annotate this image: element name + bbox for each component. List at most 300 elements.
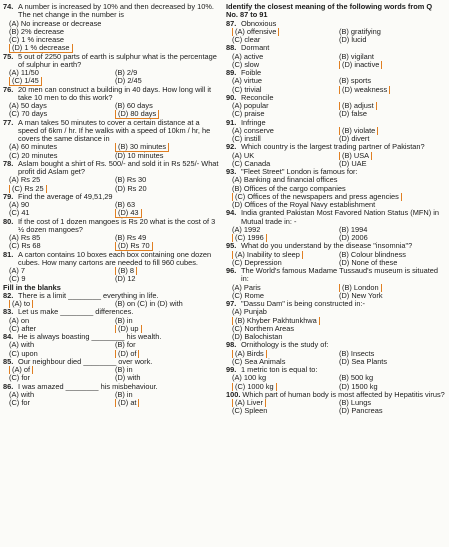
question-item [3,218,221,251]
answer-option-marked[interactable] [232,383,339,391]
question-item [226,119,446,144]
answer-option[interactable] [339,350,446,358]
option-list [9,317,221,334]
option-label: (B) vigilant [339,52,374,61]
answer-option-marked[interactable] [232,193,446,201]
answer-option[interactable] [232,53,339,61]
question-number: 75. [3,51,14,61]
question-item [3,383,221,408]
option-label: (A) No increase or decrease [9,19,102,28]
answer-option[interactable] [232,259,339,267]
question-text: He is always boasting ________ his wealth. [18,332,162,341]
fill-question-list [3,292,221,408]
option-label: (C) Depression [232,258,282,267]
option-label: (C) 1 % increase [9,36,65,44]
answer-option[interactable] [9,28,221,36]
option-label: (A) 100 kg [232,374,267,383]
answer-option-marked[interactable] [115,242,221,250]
option-label: (A) of [9,366,33,374]
question-stem [3,251,221,268]
answer-option[interactable] [232,407,339,415]
option-label: (A) Rs 85 [9,234,41,242]
option-label: (D) 80 days [115,110,159,118]
option-label: (D) divert [339,135,370,143]
answer-option[interactable] [9,374,115,382]
answer-option-marked[interactable] [9,185,115,193]
option-label: (D) inactive [339,61,382,69]
answer-option[interactable] [9,341,115,349]
option-label: (A) 1992 [232,225,261,234]
answer-option[interactable] [339,110,446,118]
question-stem [3,292,221,300]
answer-option[interactable] [115,176,221,184]
question-number: 99. [226,365,237,374]
answer-option[interactable] [232,284,339,292]
option-label: (B) Offices of the cargo companies [232,184,346,193]
option-label: (A) popular [232,102,269,110]
answer-option[interactable] [339,226,446,234]
question-number: 80. [3,216,14,226]
question-number: 88. [226,43,237,53]
answer-option[interactable] [232,110,339,118]
question-text: 20 men can construct a building in 40 days. How long will it take 10 men to do this work? [18,84,212,102]
option-label: (D) up [115,325,142,333]
option-label: (A) offensive [232,28,279,36]
option-label: (B) 8 [115,267,137,275]
answer-option[interactable] [9,234,115,242]
option-label: (A) Inability to sleep [232,251,303,259]
answer-option[interactable] [232,160,339,168]
question-item [3,358,221,383]
answer-option[interactable] [339,234,446,242]
answer-option[interactable] [9,209,115,217]
answer-option-marked[interactable] [115,209,221,217]
question-text: Aslam bought a shirt of Rs. 500/- and sold it in Rs 525/- What profit did Aslam get? [18,158,219,176]
option-label: (C) instill [232,135,261,143]
answer-option-marked[interactable] [339,284,446,292]
question-number: 95. [226,241,237,251]
answer-option[interactable] [339,77,446,85]
option-label: (B) London [339,284,382,292]
question-item [226,168,446,209]
option-label: (D) Pancreas [339,407,383,416]
question-text: There is a limit ________ everything in life. [18,290,159,300]
question-stem [3,358,221,366]
answer-option[interactable] [232,358,339,366]
answer-option[interactable] [232,292,339,300]
answer-option[interactable] [339,259,446,267]
question-number: 81. [3,249,14,259]
option-label: (C) for [9,374,30,383]
option-label: (D) weakness [339,86,390,94]
option-list [9,102,221,119]
answer-option[interactable] [115,374,221,382]
option-label: (B) violate [339,127,378,135]
answer-option[interactable] [115,317,221,325]
answer-option[interactable] [232,333,446,341]
option-list [232,350,446,367]
option-label: (D) with [115,374,141,383]
question-number: 84. [3,332,14,341]
answer-option[interactable] [9,317,115,325]
answer-option[interactable] [339,383,446,391]
option-label: (C) Sea Animals [232,357,286,366]
question-number: 100. [226,389,241,399]
answer-option[interactable] [232,135,339,143]
question-item [3,160,221,193]
question-text: Infringe [241,117,266,127]
question-number: 85. [3,356,14,366]
question-item [226,94,446,119]
question-number: 98. [226,340,237,350]
answer-option[interactable] [232,308,446,316]
answer-option[interactable] [232,226,339,234]
option-label: (A) 7 [9,267,26,275]
question-text: 5 out of 2250 parts of earth is sulphur what is the percentage of sulphur in earth? [18,51,217,69]
answer-option-marked[interactable] [9,300,115,308]
answer-option[interactable] [9,102,115,110]
answer-option[interactable] [9,350,115,358]
answer-option-marked[interactable] [339,102,446,110]
answer-option[interactable] [339,135,446,143]
option-list [232,28,446,45]
option-label: (B) 500 kg [339,374,374,383]
option-label: (B) Rs 49 [115,234,147,242]
option-list [232,284,446,301]
answer-option[interactable] [339,160,446,168]
option-label: (D) Offices of the Royal Navy establishment [232,201,376,209]
question-item [3,3,221,53]
answer-option[interactable] [115,77,221,85]
option-list [232,77,446,94]
option-label: (D) lucid [339,36,367,44]
answer-option[interactable] [232,61,339,69]
option-list [9,234,221,251]
question-item [3,86,221,119]
answer-option-marked[interactable] [115,350,221,358]
option-label: (C) upon [9,349,38,358]
answer-option[interactable] [232,325,446,333]
answer-option[interactable] [115,391,221,399]
question-text: A number is increased by 10% and then decreased by 10%. The net change in the number is [18,2,214,20]
answer-option[interactable] [9,110,115,118]
question-number: 77. [3,117,14,127]
question-item [3,193,221,218]
question-number: 92. [226,142,237,152]
question-number: 89. [226,68,237,77]
question-text: If the cost of 1 dozen mangoes is Rs 20 what is the cost of 3 ½ dozen mangoes? [18,216,216,234]
answer-option[interactable] [9,201,115,209]
question-stem [226,300,446,308]
answer-option[interactable] [9,69,115,77]
option-list [232,374,446,391]
answer-option[interactable] [339,292,446,300]
answer-option[interactable] [115,366,221,374]
question-number: 79. [3,191,14,201]
option-label: (B) in [115,316,133,325]
answer-option-marked[interactable] [339,61,446,69]
question-text: Foible [241,68,262,77]
question-stem [226,366,446,374]
answer-option[interactable] [232,86,339,94]
option-label: (C) trivial [232,85,262,94]
option-label: (A) virtue [232,77,262,86]
option-list [232,251,446,268]
option-label: (D) None of these [339,258,398,267]
option-label: (D) 10 minutes [115,151,164,160]
answer-option[interactable] [115,234,221,242]
option-label: (B) Insects [339,349,375,358]
question-number: 74. [3,2,14,11]
answer-option-marked[interactable] [115,110,221,118]
option-label: (D) Balochistan [232,333,283,341]
option-label: (A) to [9,300,33,308]
option-label: (D) UAE [339,159,367,168]
option-list [232,127,446,144]
option-label: (C) 70 days [9,110,48,119]
answer-option-marked[interactable] [232,399,339,407]
question-stem [226,20,446,28]
option-label: (A) with [9,341,35,350]
option-list [9,366,221,383]
question-number: 82. [3,290,14,300]
answer-option[interactable] [9,20,221,28]
answer-option[interactable] [232,201,446,209]
option-label: (B) Colour blindness [339,250,406,259]
answer-option-marked[interactable] [115,399,221,407]
question-stem [3,86,221,103]
question-item [226,366,446,391]
answer-option[interactable] [232,36,339,44]
answer-option[interactable] [9,176,115,184]
question-text: Our neighbour died ________ over work. [18,356,153,366]
question-item [3,308,221,333]
question-text: 1 metric ton is equal to: [241,365,318,374]
option-label: (B) adjust [339,102,377,110]
option-list [9,201,221,218]
question-text: Reconcile [241,92,274,102]
question-stem [226,69,446,77]
option-label: (A) with [9,390,35,399]
question-item [226,44,446,69]
question-number: 76. [3,84,14,94]
question-item [226,143,446,168]
answer-option[interactable] [339,53,446,61]
question-item [226,341,446,366]
option-list [232,102,446,119]
answer-option[interactable] [232,185,446,193]
question-number: 97. [226,299,237,308]
option-label: (A) 90 [9,201,30,209]
option-label: (C) 20 minutes [9,151,58,160]
question-stem [226,119,446,127]
question-number: 94. [226,208,237,218]
question-stem [3,308,221,316]
question-item [226,242,446,267]
answer-option[interactable] [9,36,221,44]
option-label: (A) Liver [232,399,266,407]
question-stem [226,44,446,52]
answer-option[interactable] [232,374,339,382]
option-label: (C) for [9,399,30,407]
option-label: (B) 30 minutes [115,143,169,151]
answer-option[interactable] [232,176,446,184]
option-list [232,399,446,416]
option-label: (C) 9 [9,275,26,284]
answer-option[interactable] [115,341,221,349]
option-label: (C) Rs 25 [9,185,47,193]
answer-option[interactable] [232,127,339,135]
option-label: (C) clear [232,36,261,44]
question-text: Which part of human body is most affected by Hepatitis virus? [242,389,445,399]
option-label: (B) 2/9 [115,69,138,77]
left-question-list [3,3,221,284]
question-number: 86. [3,381,14,391]
option-list [9,20,221,53]
answer-option-marked[interactable] [339,86,446,94]
answer-option[interactable] [339,358,446,366]
question-text: What do you understand by the disease "insomnia"? [241,241,413,251]
answer-option[interactable] [9,242,115,250]
option-label: (B) on (C) in (D) with [115,300,183,308]
answer-option-marked[interactable] [232,350,339,358]
answer-option-marked[interactable] [232,317,446,325]
answer-option[interactable] [115,300,221,308]
answer-option[interactable] [9,399,115,407]
question-stem [3,160,221,177]
option-label: (A) UK [232,151,255,160]
answer-option-marked[interactable] [232,234,339,242]
option-label: (D) false [339,110,367,119]
question-item [226,391,446,416]
option-label: (D) 43 [115,209,142,217]
option-label: (C) 1000 kg [232,383,277,391]
option-label: (C) Spleen [232,407,268,416]
option-label: (B) 1994 [339,225,368,234]
option-label: (C) slow [232,60,260,69]
option-label: (B) gratifying [339,27,381,36]
option-label: (B) Lungs [339,399,372,407]
option-label: (B) for [115,341,136,350]
option-list [232,226,446,243]
question-stem [226,391,446,399]
answer-option-marked[interactable] [9,366,115,374]
answer-option[interactable] [9,152,115,160]
option-label: (B) in [115,390,133,399]
answer-option[interactable] [339,407,446,415]
option-list [9,69,221,86]
option-label: (A) Banking and financial offices [232,176,338,185]
question-text: Obnoxious [241,18,277,28]
question-stem [226,168,446,176]
question-stem [3,119,221,144]
answer-option[interactable] [115,69,221,77]
question-text: Ornithology is the study of: [241,340,329,350]
question-stem [226,94,446,102]
question-text: Find the average of 49,51,29 [18,191,113,201]
option-label: (A) Punjab [232,308,267,317]
answer-option[interactable] [115,201,221,209]
question-item [226,20,446,45]
question-text: "Dassu Dam" is being constructed in:- [241,299,365,308]
option-label: (B) 63 [115,201,136,209]
option-label: (C) 1/45 [9,77,42,85]
question-stem [3,333,221,341]
answer-option-marked[interactable] [339,152,446,160]
answer-option[interactable] [232,152,339,160]
question-stem [3,218,221,235]
question-item [3,251,221,284]
answer-option-marked[interactable] [115,325,221,333]
answer-option-marked[interactable] [115,143,221,151]
answer-option[interactable] [232,77,339,85]
option-label: (B) sports [339,77,372,86]
question-text: A carton contains 10 boxes each box containing one dozen cubes. How many cartons are needed to fill 960 cubes. [18,249,212,267]
answer-option[interactable] [339,28,446,36]
answer-option-marked[interactable] [9,77,115,85]
question-text: Which country is the largest trading partner of Pakistan? [241,142,425,152]
option-label: (A) Birds [232,350,267,358]
question-number: 96. [226,266,237,275]
question-stem [226,143,446,151]
answer-option-marked[interactable] [232,251,339,259]
answer-option[interactable] [339,399,446,407]
option-list [9,143,221,160]
answer-option[interactable] [115,102,221,110]
answer-option[interactable] [115,152,221,160]
option-label: (D) 1 % decrease [9,44,73,52]
option-label: (B) in [115,366,133,374]
answer-option[interactable] [339,251,446,259]
answer-option[interactable] [9,391,115,399]
question-number: 83. [3,307,14,317]
answer-option[interactable] [9,267,115,275]
answer-option[interactable] [339,36,446,44]
option-list [232,53,446,70]
option-label: (D) 12 [115,275,136,284]
question-item [226,300,446,341]
question-item [3,333,221,358]
answer-option-marked[interactable] [339,127,446,135]
option-label: (C) Rs 68 [9,242,41,251]
option-list [232,176,446,209]
option-label: (D) 2/45 [115,77,142,86]
question-item [3,292,221,309]
option-label: (D) of [115,350,139,358]
question-stem [226,209,446,226]
option-list [232,152,446,169]
question-text: A man takes 50 minutes to cover a certain distance at a speed of 6km / hr. If he walks with a speed of 10km / hr, he covers the same distance in [18,117,211,143]
answer-option[interactable] [115,275,221,283]
question-stem [226,242,446,250]
answer-option-marked[interactable] [232,28,339,36]
option-list [9,391,221,408]
answer-option[interactable] [339,374,446,382]
answer-option[interactable] [9,325,115,333]
answer-option-marked[interactable] [115,267,221,275]
answer-option[interactable] [9,275,115,283]
option-label: (D) Rs 20 [115,184,147,193]
synonym-instructions: Identify the closest meaning of the following words from Q No. 87 to 91 [226,2,433,20]
question-text: I was amazed ________ his misbehaviour. [18,381,158,391]
answer-option[interactable] [9,143,115,151]
option-label: (C) 1996 [232,234,267,242]
answer-option[interactable] [232,102,339,110]
answer-option[interactable] [115,185,221,193]
answer-option-marked[interactable] [9,44,221,52]
left-column [3,3,221,407]
option-label: (B) Khyber Pakhtunkhwa [232,317,320,325]
